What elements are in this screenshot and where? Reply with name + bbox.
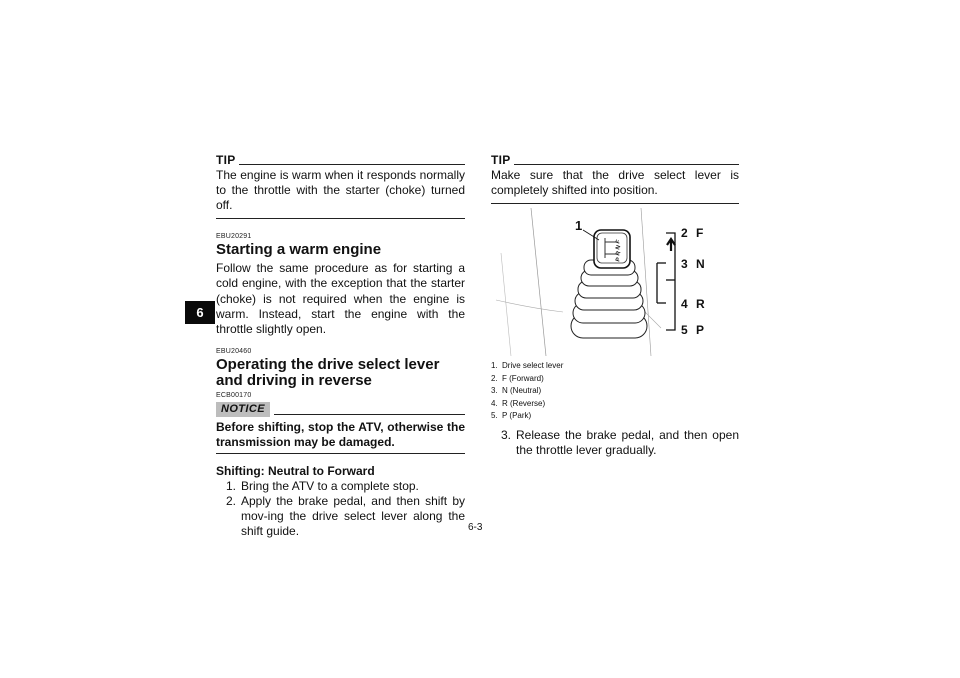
legend-number: 3. (491, 386, 498, 395)
tip-text: The engine is warm when it responds normally to the throttle with the starter (choke) turned off. (216, 168, 465, 212)
tip-header (491, 152, 739, 166)
section-heading: Operating the drive select lever and driving in reverse (216, 356, 440, 390)
knob-letter: N (615, 244, 623, 251)
gear-number: 5 (681, 323, 688, 337)
tip-text: Make sure that the drive select lever is completely shifted into position. (491, 168, 739, 197)
tip-label: TIP (491, 153, 511, 167)
notice-rule-bottom (216, 453, 465, 454)
section-code: EBU20291 (216, 233, 252, 240)
tip-label: TIP (216, 153, 236, 167)
gear-letter: N (696, 257, 705, 271)
notice-text: Before shifting, stop the ATV, otherwise the transmission may be damaged. (216, 420, 465, 450)
legend-number: 2. (491, 373, 498, 383)
tip-rule-top (514, 164, 739, 165)
legend-number: 4. (491, 398, 498, 408)
legend-text: F (Forward) (502, 373, 544, 383)
gear-letter: R (696, 297, 705, 311)
left-column (216, 152, 465, 539)
legend-item (491, 360, 739, 373)
tip-rule-top (239, 164, 465, 165)
notice-badge: NOTICE (216, 402, 270, 417)
list-item (226, 479, 465, 494)
legend-number: 1. (491, 361, 498, 370)
knob-letter: F (615, 239, 623, 245)
legend-item (491, 385, 739, 398)
body-paragraph: Follow the same procedure as for starting a cold engine, with the exception that the starter (choke) is not required when the engine is warm. Instead, start the engine with the throttle slightly open. (216, 261, 465, 337)
legend-text: Drive select lever (502, 361, 564, 370)
lever-drawing (491, 208, 739, 356)
list-item (226, 494, 465, 539)
list-item (501, 428, 739, 458)
notice-code: ECB00170 (216, 392, 252, 400)
section-heading: Starting a warm engine (216, 241, 382, 258)
step-number: 2. (226, 494, 237, 509)
chapter-tab: 6 (185, 301, 215, 324)
drive-select-lever-illustration (491, 208, 739, 356)
legend-item (491, 410, 739, 423)
legend-item (491, 398, 739, 411)
callout-number: 1 (575, 218, 583, 233)
figure-legend (491, 360, 739, 423)
knob-letter: R (615, 250, 623, 257)
subheading: Shifting: Neutral to Forward (216, 464, 375, 479)
notice-rule-top (274, 414, 465, 415)
step-text: Apply the brake pedal, and then shift by mov-ing the drive select lever along the shift guide. (241, 494, 465, 539)
legend-number: 5. (491, 411, 498, 420)
right-column (491, 152, 739, 458)
knob-letter: P (615, 256, 623, 263)
step-number: 3. (501, 427, 512, 442)
gear-number: 2 (681, 226, 688, 240)
step-number: 1. (226, 479, 237, 494)
legend-text: R (Reverse) (502, 398, 546, 408)
gear-number: 3 (681, 257, 688, 271)
page-number: 6-3 (468, 522, 483, 533)
step-text: Bring the ATV to a complete stop. (241, 479, 419, 494)
legend-text: N (Neutral) (502, 386, 542, 395)
notice-header (216, 402, 465, 417)
section-code: EBU20460 (216, 348, 252, 356)
gear-letter: F (696, 226, 704, 240)
tip-header (216, 152, 465, 166)
legend-item (491, 373, 739, 386)
gear-letter: P (696, 323, 705, 337)
gear-number: 4 (681, 297, 688, 311)
tip-rule-bottom (491, 203, 739, 204)
legend-text: P (Park) (502, 411, 532, 420)
forward-arrow-icon (667, 239, 675, 251)
tip-rule-bottom (216, 218, 465, 219)
step-text: Release the brake pedal, and then open the throttle lever gradually. (516, 427, 739, 457)
